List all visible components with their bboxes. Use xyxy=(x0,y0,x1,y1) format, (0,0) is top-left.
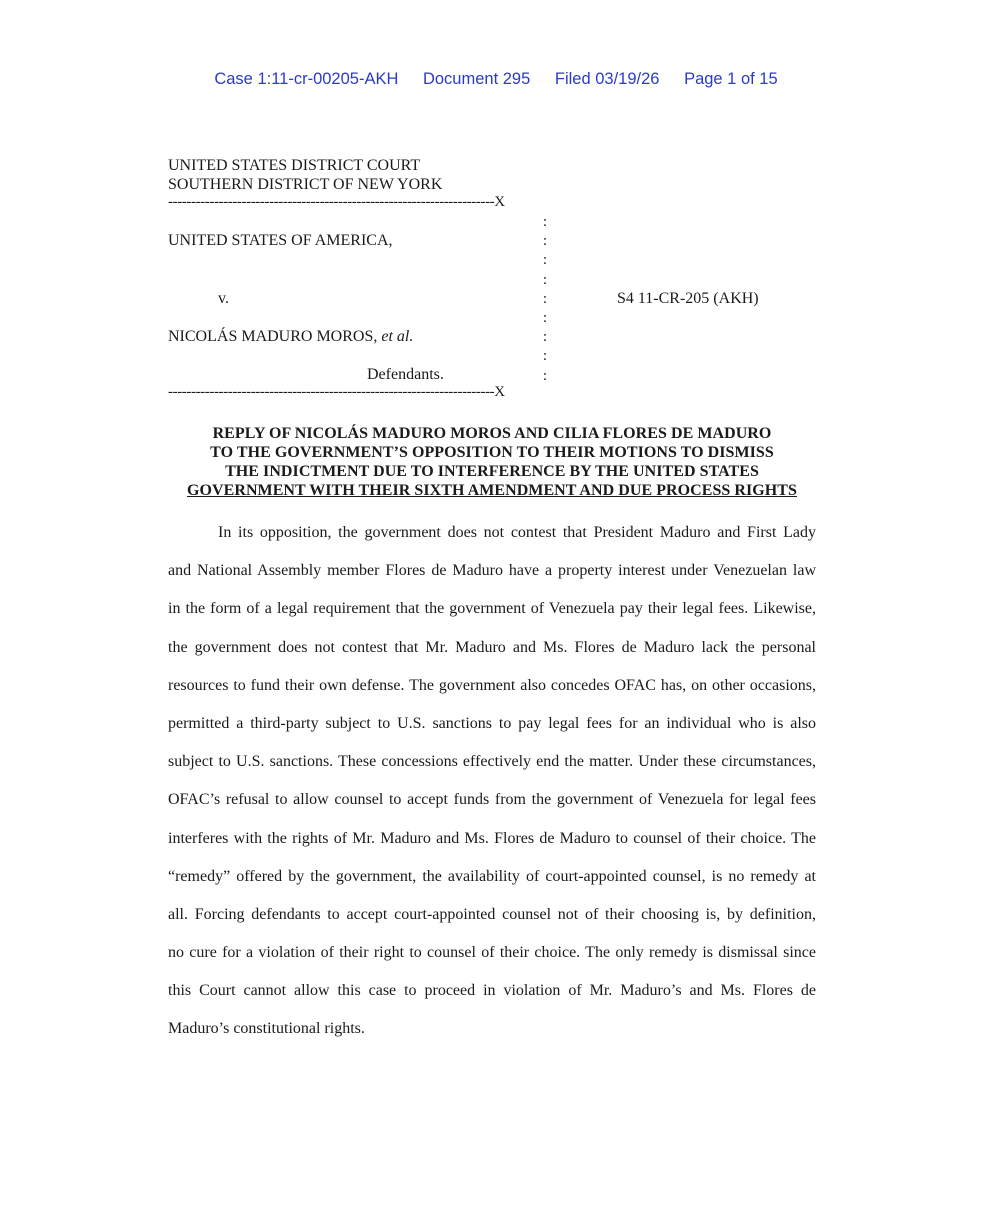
body-line: permitted a third-party subject to U.S. sanctions to pay legal fees for an individual who is also xyxy=(168,714,816,732)
ecf-case-number: Case 1:11-cr-00205-AKH xyxy=(214,70,399,88)
body-line: the government does not contest that Mr. Maduro and Ms. Flores de Maduro lack the personal xyxy=(168,638,816,656)
body-line: “remedy” offered by the government, the availability of court-appointed counsel, is no remedy at xyxy=(168,867,816,885)
body-line: no cure for a violation of their right to counsel of their choice. The only remedy is dismissal since xyxy=(168,944,816,962)
body-paragraph xyxy=(168,514,816,1049)
defendant-name-line xyxy=(168,328,413,346)
defendants-label: Defendants. xyxy=(367,366,444,383)
caption-colon: : xyxy=(542,329,548,346)
document-title xyxy=(168,424,816,500)
caption-colon: : xyxy=(542,252,548,269)
body-line: in the form of a legal requirement that the government of Venezuela pay their legal fees. Likewise, xyxy=(168,600,816,618)
body-line: this Court cannot allow this case to proceed in violation of Mr. Maduro’s and Ms. Flores de xyxy=(168,982,816,1000)
court-name-line-1: UNITED STATES DISTRICT COURT xyxy=(168,157,421,174)
court-name xyxy=(168,156,442,194)
body-line: all. Forcing defendants to accept court-appointed counsel not of their choosing is, by definition, xyxy=(168,905,816,923)
ecf-filing-header xyxy=(0,70,992,89)
caption-colon: : xyxy=(542,309,548,326)
body-line: resources to fund their own defense. The government also concedes OFAC has, on other occasions, xyxy=(168,676,816,694)
title-line: REPLY OF NICOLÁS MADURO MOROS AND CILIA FLORES DE MADURO xyxy=(212,425,772,442)
title-line: THE INDICTMENT DUE TO INTERFERENCE BY THE UNITED STATES xyxy=(225,463,759,480)
caption-colon: : xyxy=(542,290,548,307)
case-number: S4 11-CR-205 (AKH) xyxy=(617,290,759,307)
body-line: OFAC’s refusal to allow counsel to accept funds from the government of Venezuela for legal fees xyxy=(168,791,816,809)
caption-colon: : xyxy=(542,233,548,250)
caption-colon: : xyxy=(542,348,548,365)
defendant-et-al: et al. xyxy=(381,328,414,345)
body-line: In its opposition, the government does not contest that President Maduro and First Lady xyxy=(218,524,816,541)
body-line: Maduro’s constitutional rights. xyxy=(168,1020,365,1038)
versus-label: v. xyxy=(218,290,229,307)
ecf-filed-date: Filed 03/19/26 xyxy=(554,70,660,88)
body-line: interferes with the rights of Mr. Maduro and Ms. Flores de Maduro to counsel of their choice. The xyxy=(168,829,816,847)
ecf-document-number: Document 295 xyxy=(422,70,531,88)
caption-colon-column xyxy=(541,213,549,386)
defendant-name: NICOLÁS MADURO MOROS, xyxy=(168,328,378,345)
ecf-page-number: Page 1 of 15 xyxy=(684,70,778,88)
plaintiff-name: UNITED STATES OF AMERICA, xyxy=(168,232,393,249)
title-line: TO THE GOVERNMENT’S OPPOSITION TO THEIR MOTIONS TO DISMISS xyxy=(210,444,774,461)
body-line: and National Assembly member Flores de Maduro have a property interest under Venezuelan law xyxy=(168,562,816,580)
caption-colon: : xyxy=(542,214,548,230)
body-line: subject to U.S. sanctions. These concessions effectively end the matter. Under these circumstances, xyxy=(168,753,816,771)
caption-bottom-rule: -----------------------------------------------------------------------X xyxy=(168,384,505,400)
caption-colon: : xyxy=(542,271,548,288)
caption-top-rule: -----------------------------------------------------------------------X xyxy=(168,194,505,210)
caption-colon: : xyxy=(542,367,548,384)
court-name-line-2: SOUTHERN DISTRICT OF NEW YORK xyxy=(168,176,443,193)
title-line-underlined: GOVERNMENT WITH THEIR SIXTH AMENDMENT AND DUE PROCESS RIGHTS xyxy=(187,482,797,499)
